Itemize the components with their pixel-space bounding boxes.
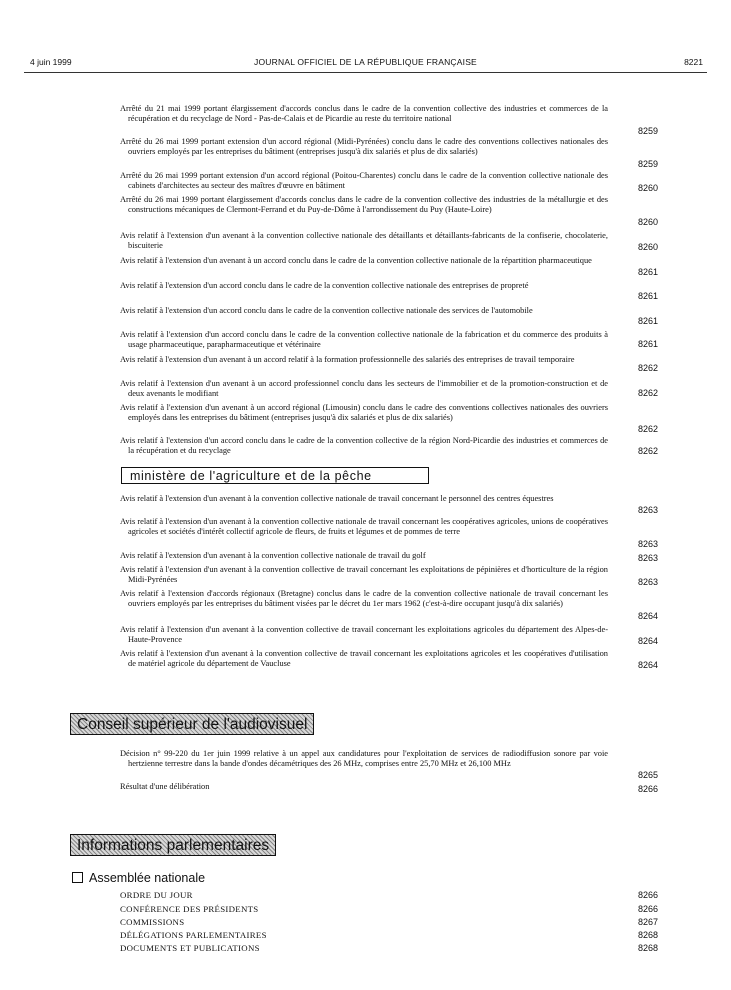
toc-entry-text: Avis relatif à l'extension d'un accord conclu dans le cadre de la convention collective de la région Nord-Picardie des industries et commerces de la récupération et du recyclage [120,436,608,456]
toc-entry-page: 8260 [637,183,658,193]
toc-entry [120,306,608,316]
toc-entry [120,281,608,291]
toc-entry [120,494,608,504]
toc-entry [120,782,608,792]
toc-entry-page: 8264 [637,636,658,646]
toc-entry-page: 8261 [637,316,658,326]
toc-entry-page: 8261 [637,267,658,277]
toc-entry [120,104,608,124]
toc-entry-page: 8265 [637,770,658,780]
toc-entry-page: 8262 [637,446,658,456]
toc-entry-page: 8262 [637,388,658,398]
assemblee-item-page: 8267 [637,917,658,927]
toc-entry [120,649,608,669]
toc-entry [120,625,608,645]
toc-entry-page: 8261 [637,339,658,349]
toc-entry [120,565,608,585]
assemblee-item: DOCUMENTS ET PUBLICATIONS [120,943,260,953]
assemblee-item-page: 8266 [637,904,658,914]
toc-entry-page: 8259 [637,159,658,169]
toc-entry-text: Avis relatif à l'extension d'un avenant à la convention collective de travail concernant les exploitations agricoles et les coopératives d'utilisation de matériel agricole du département de Vaucluse [120,649,608,669]
toc-entry-text: Arrêté du 26 mai 1999 portant élargissement d'accords conclus dans le cadre de la convention collective des industries de la métallurgie et des constructions mécaniques de Clermont-Ferrand et du Puy-de-Dôme à l'arrondissement du Puy (Haute-Loire) [120,195,608,215]
toc-entry-text: Avis relatif à l'extension d'un avenant à la convention collective nationale de travail concernant les coopératives agricoles, unions de coopératives agricoles et sociétés d'intérêt collectif agricole de fleurs, de fruits et légumes et de pommes de terre [120,517,608,537]
checkbox-square-icon [72,872,83,883]
toc-entry [120,256,608,266]
assemblee-item-page: 8268 [637,943,658,953]
toc-entry [120,749,608,769]
toc-entry [120,436,608,456]
toc-entry [120,171,608,191]
toc-entry-text: Résultat d'une délibération [120,782,210,791]
toc-entry-page: 8259 [637,126,658,136]
toc-entry-text: Avis relatif à l'extension d'un avenant à la convention collective nationale de travail concernant le personnel des centres équestres [120,494,554,503]
assemblee-item: DÉLÉGATIONS PARLEMENTAIRES [120,930,267,940]
toc-entry-text: Avis relatif à l'extension d'accords régionaux (Bretagne) conclus dans le cadre de la convention collective nationale de travail concernant les ouvriers employés par les entreprises du bâtiment visées par le décret du 1er mars 1962 (c'est-à-dire occupant jusqu'à dix salariés) [120,589,608,609]
assemblee-item-page: 8268 [637,930,658,940]
toc-entry-page: 8264 [637,660,658,670]
assemblee-item: CONFÉRENCE DES PRÉSIDENTS [120,904,259,914]
toc-entry-page: 8260 [637,217,658,227]
toc-entry-page: 8263 [637,577,658,587]
toc-entry [120,137,608,157]
toc-entry-text: Avis relatif à l'extension d'un avenant à la convention collective nationale de travail du golf [120,551,426,560]
toc-entry-text: Décision n° 99-220 du 1er juin 1999 relative à un appel aux candidatures pour l'exploitation de services de radiodiffusion sonore par voie hertzienne terrestre dans la bande d'ondes décamétriques des 26 MHz, comprises entre 25,70 MHz et 26,100 MHz [120,749,608,769]
toc-entry-page: 8260 [637,242,658,252]
toc-entry [120,403,608,423]
toc-entry-text: Arrêté du 21 mai 1999 portant élargissement d'accords conclus dans le cadre de la convention collective des industries et commerces de la récupération et du recyclage de Nord - Pas-de-Calais et de Picardie au reste du territoire national [120,104,608,124]
toc-entry [120,589,608,609]
toc-entry-text: Avis relatif à l'extension d'un accord conclu dans le cadre de la convention collective nationale des services de l'automobile [120,306,533,315]
header-rule [24,72,707,73]
toc-entry [120,355,608,365]
section-heading-agriculture: ministère de l'agriculture et de la pêche [121,467,429,484]
header-page-number: 8221 [684,57,703,67]
toc-entry-page: 8264 [637,611,658,621]
toc-entry [120,517,608,537]
section-banner-csa: Conseil supérieur de l'audiovisuel [70,713,314,735]
toc-entry-page: 8262 [637,363,658,373]
header-title: JOURNAL OFFICIEL DE LA RÉPUBLIQUE FRANÇAISE [254,57,477,67]
assemblee-title [72,871,205,885]
assemblee-item-page: 8266 [637,890,658,900]
toc-entry-text: Avis relatif à l'extension d'un avenant à un accord professionnel conclu dans les secteurs de l'immobilier et de la promotion-construction et de deux avenants le modifiant [120,379,608,399]
toc-entry-text: Arrêté du 26 mai 1999 portant extension d'un accord régional (Midi-Pyrénées) conclu dans le cadre des conventions collectives nationales des ouvriers employés par les entreprises du bâtiment (entreprises jusqu'à dix salariés et plus de dix salariés) [120,137,608,157]
toc-entry [120,330,608,350]
toc-entry [120,379,608,399]
toc-entry-text: Avis relatif à l'extension d'un accord conclu dans le cadre de la convention collective nationale de la fabrication et du commerce des produits à usage pharmaceutique, parapharmaceutique et vétérinaire [120,330,608,350]
toc-entry-page: 8263 [637,539,658,549]
assemblee-item: ORDRE DU JOUR [120,890,193,900]
toc-entry-page: 8266 [637,784,658,794]
toc-entry-text: Avis relatif à l'extension d'un avenant à la convention collective de travail concernant les exploitations agricoles du département des Alpes-de-Haute-Provence [120,625,608,645]
toc-entry [120,551,608,561]
header-date: 4 juin 1999 [30,57,72,67]
assemblee-label: Assemblée nationale [89,871,206,885]
toc-entry-text: Avis relatif à l'extension d'un accord conclu dans le cadre de la convention collective nationale des entreprises de propreté [120,281,529,290]
toc-entry [120,195,608,215]
toc-entry [120,231,608,251]
toc-entry-text: Avis relatif à l'extension d'un avenant à la convention collective nationale des détaillants et détaillants-fabricants de la confiserie, chocolaterie, biscuiterie [120,231,608,251]
toc-entry-page: 8261 [637,291,658,301]
toc-entry-text: Avis relatif à l'extension d'un avenant à un accord relatif à la formation professionnelle des salariés des entreprises de travail temporaire [120,355,575,364]
toc-entry-page: 8263 [637,505,658,515]
toc-entry-page: 8263 [637,553,658,563]
toc-entry-text: Arrêté du 26 mai 1999 portant extension d'un accord régional (Poitou-Charentes) conclu dans le cadre de la convention collective nationale des cabinets d'architectes au secteur des maîtres d'œuvre en bâtiment [120,171,608,191]
section-banner-parlement: Informations parlementaires [70,834,276,856]
toc-entry-text: Avis relatif à l'extension d'un avenant à un accord régional (Limousin) conclu dans le cadre des conventions collectives nationales des ouvriers employés dans les entreprises du bâtiment (entreprises jusqu'à dix salariés et plus de dix salariés) [120,403,608,423]
assemblee-item: COMMISSIONS [120,917,185,927]
toc-entry-text: Avis relatif à l'extension d'un avenant à la convention collective de travail concernant les exploitations de pépinières et d'horticulture de la région Midi-Pyrénées [120,565,608,585]
toc-entry-page: 8262 [637,424,658,434]
toc-entry-text: Avis relatif à l'extension d'un avenant à un accord conclu dans le cadre de la convention collective nationale de la répartition pharmaceutique [120,256,592,265]
